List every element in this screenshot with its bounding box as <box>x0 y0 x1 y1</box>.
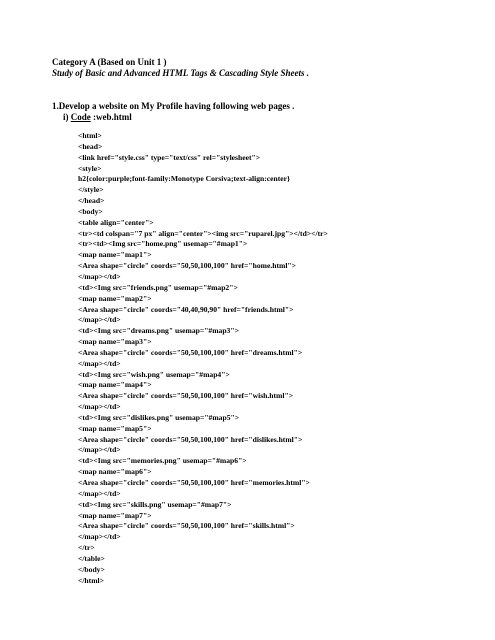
code-line: </body> <box>78 564 105 574</box>
code-line: <style> <box>78 163 102 173</box>
code-line: <map name="map5"> <box>78 423 152 433</box>
item-prefix: i) <box>63 112 71 122</box>
question-text: 1.Develop a website on My Profile having following web pages . <box>52 101 295 111</box>
code-line: <tr><td colspan="7 px" align="center"><img src="ruparel.jpg"></td></tr> <box>78 228 328 238</box>
code-line: <td><Img src="dreams.png" usemap="#map3"> <box>78 326 239 336</box>
code-line: <td><Img src="dislikes.png" usemap="#map5"> <box>78 412 240 422</box>
category-heading: Category A (Based on Unit 1 ) <box>52 57 167 67</box>
code-line: <td><Img src="memories.png" usemap="#map6"> <box>78 456 247 466</box>
code-line: </style> <box>78 185 104 195</box>
code-line: </map></td> <box>78 315 121 325</box>
file-name: :web.html <box>90 112 132 122</box>
code-line: <map name="map3"> <box>78 337 152 347</box>
code-line: <Area shape="circle" coords="40,40,90,90" href="friends.html"> <box>78 304 294 314</box>
code-line: <map name="map4"> <box>78 380 152 390</box>
code-line: <td><Img src="wish.png" usemap="#map4"> <box>78 369 230 379</box>
code-line: <Area shape="circle" coords="50,50,100,100" href="dreams.html"> <box>78 347 303 357</box>
code-line: <map name="map7"> <box>78 510 152 520</box>
code-line: <map name="map2"> <box>78 293 152 303</box>
code-line: <td><Img src="friends.png" usemap="#map2"> <box>78 282 238 292</box>
code-line: </html> <box>78 575 104 585</box>
code-line: <head> <box>78 141 103 151</box>
code-line: </map></td> <box>78 445 121 455</box>
code-label-line <box>63 112 132 123</box>
code-line: <map name="map1"> <box>78 250 152 260</box>
code-line: <body> <box>78 206 103 216</box>
code-line: </map></td> <box>78 402 121 412</box>
code-line: <Area shape="circle" coords="50,50,100,100" href="home.html"> <box>78 261 296 271</box>
code-line: <link href="style.css" type="text/css" rel="stylesheet"> <box>78 152 261 162</box>
code-line: <Area shape="circle" coords="50,50,100,100" href="memories.html"> <box>78 478 310 487</box>
code-line: </map></td> <box>78 488 121 498</box>
code-line: <tr><td><Img src="home.png" usemap="#map1"> <box>78 239 248 249</box>
code-line: <td><Img src="skills.png" usemap="#map7"> <box>78 499 232 509</box>
code-line: </head> <box>78 196 105 206</box>
code-line: </map></td> <box>78 358 121 368</box>
code-line: <Area shape="circle" coords="50,50,100,100" href="wish.html"> <box>78 391 294 401</box>
code-line: <Area shape="circle" coords="50,50,100,100" href="dislikes.html"> <box>78 434 303 444</box>
code-line: <html> <box>78 131 102 140</box>
code-label: Code <box>70 112 91 122</box>
code-line: <table align="center"> <box>78 217 154 227</box>
code-line: </tr> <box>78 543 95 553</box>
code-listing <box>78 131 478 586</box>
unit-subtitle: Study of Basic and Advanced HTML Tags & Cascading Style Sheets . <box>52 68 310 78</box>
code-line: </map></td> <box>78 532 121 542</box>
code-line: </map></td> <box>78 271 121 281</box>
code-line: <Area shape="circle" coords="50,50,100,100" href="skills.html"> <box>78 521 295 531</box>
code-line: </table> <box>78 553 105 563</box>
code-line: <map name="map6"> <box>78 467 152 477</box>
code-line: h2{color:purple;font-family:Monotype Corsiva;text-align:center} <box>78 174 291 184</box>
